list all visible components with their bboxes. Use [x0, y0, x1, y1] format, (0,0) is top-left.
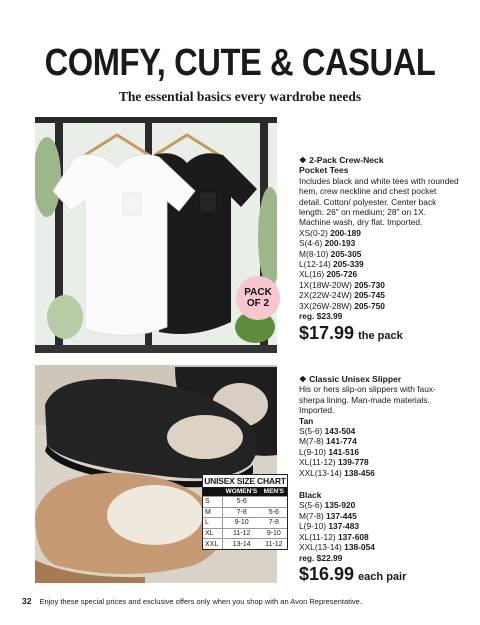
slipper-black-label: Black	[299, 490, 322, 501]
tees-size-row	[299, 301, 459, 311]
item-number: 143-504	[324, 426, 356, 437]
size-label: XL(11-12)	[299, 531, 336, 542]
size-chart-cell: 11-12	[261, 539, 287, 550]
slipper-price-value: $16.99	[299, 563, 355, 584]
size-label: XXL(13-14)	[299, 542, 342, 553]
slipper-size-row	[299, 521, 459, 531]
pack-badge-line1: PACK	[244, 287, 272, 298]
size-label: XL(11-12)	[299, 457, 336, 468]
tees-size-row	[299, 269, 459, 279]
size-label: 3X(26W-28W)	[299, 300, 352, 311]
size-label: XL(16)	[299, 269, 325, 280]
tees-size-row	[299, 249, 459, 259]
size-label: M(7-8)	[299, 436, 324, 447]
size-chart-cell: 5-6	[222, 497, 260, 508]
slipper-size-row	[299, 436, 459, 446]
tees-description-block	[299, 155, 459, 346]
page-subhead: The essential basics every wardrobe needs	[118, 89, 362, 104]
slipper-size-row	[299, 511, 459, 521]
tees-price	[299, 323, 459, 346]
slipper-description: His or hers slip-on slippers with faux-sherpa lining. Man-made materials. Imported.	[299, 384, 436, 416]
slipper-reg-price: reg. $22.99	[299, 552, 343, 563]
size-chart-cell	[261, 497, 287, 508]
size-label: 1X(18W-20W)	[299, 279, 352, 290]
slipper-price	[299, 564, 459, 587]
tees-price-value: $17.99	[299, 322, 355, 343]
tees-photo	[35, 117, 277, 353]
tees-size-row	[299, 259, 459, 269]
size-chart-header-cell: MEN'S	[261, 487, 287, 497]
item-number: 205-305	[330, 248, 362, 259]
slipper-description-block	[299, 374, 459, 587]
size-chart-cell: 5-6	[261, 507, 287, 518]
item-number: 135-920	[324, 500, 356, 511]
size-chart-row	[203, 528, 287, 539]
slipper-size-row	[299, 532, 459, 542]
size-label: S(5-6)	[299, 426, 323, 437]
item-number: 138-054	[344, 542, 375, 553]
item-number: 139-778	[337, 457, 369, 468]
size-chart-table	[203, 487, 287, 549]
item-number: 205-750	[354, 300, 385, 311]
slipper-title: ❖ Classic Unisex Slipper	[299, 374, 402, 384]
slipper-size-row	[299, 468, 459, 478]
slipper-price-unit: each pair	[358, 570, 407, 583]
size-label: S(4-6)	[299, 238, 323, 249]
size-label: L(12-14)	[299, 259, 331, 270]
tees-description: Includes black and white tees with rounded hem, crew neckline and chest pocket detail. Cotton/ polyester. Center back length: 26" on medium; 28" on 1X. Machine wash, dry flat. Imported.	[299, 175, 459, 228]
size-chart-row	[203, 507, 287, 518]
size-chart-row	[203, 539, 287, 550]
slipper-size-row	[299, 500, 459, 510]
page-footer	[22, 596, 362, 606]
tees-size-row	[299, 290, 459, 300]
size-chart-cell: S	[203, 497, 222, 508]
item-number: 141-774	[326, 436, 357, 447]
size-chart-header	[203, 487, 287, 497]
size-label: 2X(22W-24W)	[299, 290, 352, 301]
tees-reg-price: reg. $23.99	[299, 311, 343, 322]
item-number: 205-730	[354, 279, 385, 290]
item-number: 205-745	[354, 290, 385, 301]
size-label: S(5-6)	[299, 500, 323, 511]
slipper-size-row	[299, 447, 459, 457]
item-number: 137-483	[328, 521, 360, 532]
size-chart-cell: 7-8	[222, 507, 260, 518]
pack-badge-line2: OF 2	[246, 298, 270, 309]
size-chart-cell: 13-14	[222, 539, 260, 550]
tees-title-line1: ❖ 2-Pack Crew-Neck	[299, 155, 384, 165]
item-number: 141-516	[328, 446, 360, 457]
size-chart-cell: 9-10	[222, 518, 260, 529]
size-chart-header-cell: WOMEN'S	[222, 487, 260, 497]
size-chart-cell: 7-8	[261, 518, 287, 529]
item-number: 138-456	[344, 467, 375, 478]
size-label: L(9-10)	[299, 446, 326, 457]
size-chart-cell: XXL	[203, 539, 222, 550]
tees-size-row	[299, 228, 459, 238]
tees-title-line2: Pocket Tees	[299, 165, 349, 176]
tees-size-row	[299, 238, 459, 248]
size-chart-cell: 11-12	[222, 528, 260, 539]
tees-size-row	[299, 280, 459, 290]
size-label: XS(0-2)	[299, 227, 328, 238]
size-chart-cell: XL	[203, 528, 222, 539]
item-number: 205-339	[332, 259, 364, 270]
size-chart	[202, 474, 288, 550]
size-chart-row	[203, 518, 287, 529]
slipper-size-row	[299, 457, 459, 467]
item-number: 200-189	[330, 227, 361, 238]
item-number: 137-608	[337, 531, 369, 542]
slipper-size-row	[299, 426, 459, 436]
size-chart-title: UNISEX SIZE CHART	[204, 476, 286, 486]
size-label: M(8-10)	[299, 248, 329, 259]
slipper-size-row	[299, 542, 459, 552]
size-label: XXL(13-14)	[299, 467, 342, 478]
size-label: L(9-10)	[299, 521, 326, 532]
page-headline: COMFY, CUTE & CASUAL	[44, 42, 436, 84]
tees-price-unit: the pack	[358, 329, 403, 342]
item-number: 137-445	[326, 510, 357, 521]
slipper-tan-label: Tan	[299, 415, 314, 426]
item-number: 205-726	[326, 269, 358, 280]
size-label: M(7-8)	[299, 510, 324, 521]
size-chart-header-cell	[203, 487, 222, 497]
size-chart-cell: 9-10	[261, 528, 287, 539]
page-number: 32	[22, 596, 32, 606]
footer-text: Enjoy these special prices and exclusive offers only when you shop with an Avon Representative.	[39, 597, 362, 606]
size-chart-row	[203, 497, 287, 508]
size-chart-cell: M	[203, 507, 222, 518]
pack-badge	[236, 276, 280, 320]
size-chart-cell: L	[203, 518, 222, 529]
item-number: 200-193	[324, 238, 356, 249]
